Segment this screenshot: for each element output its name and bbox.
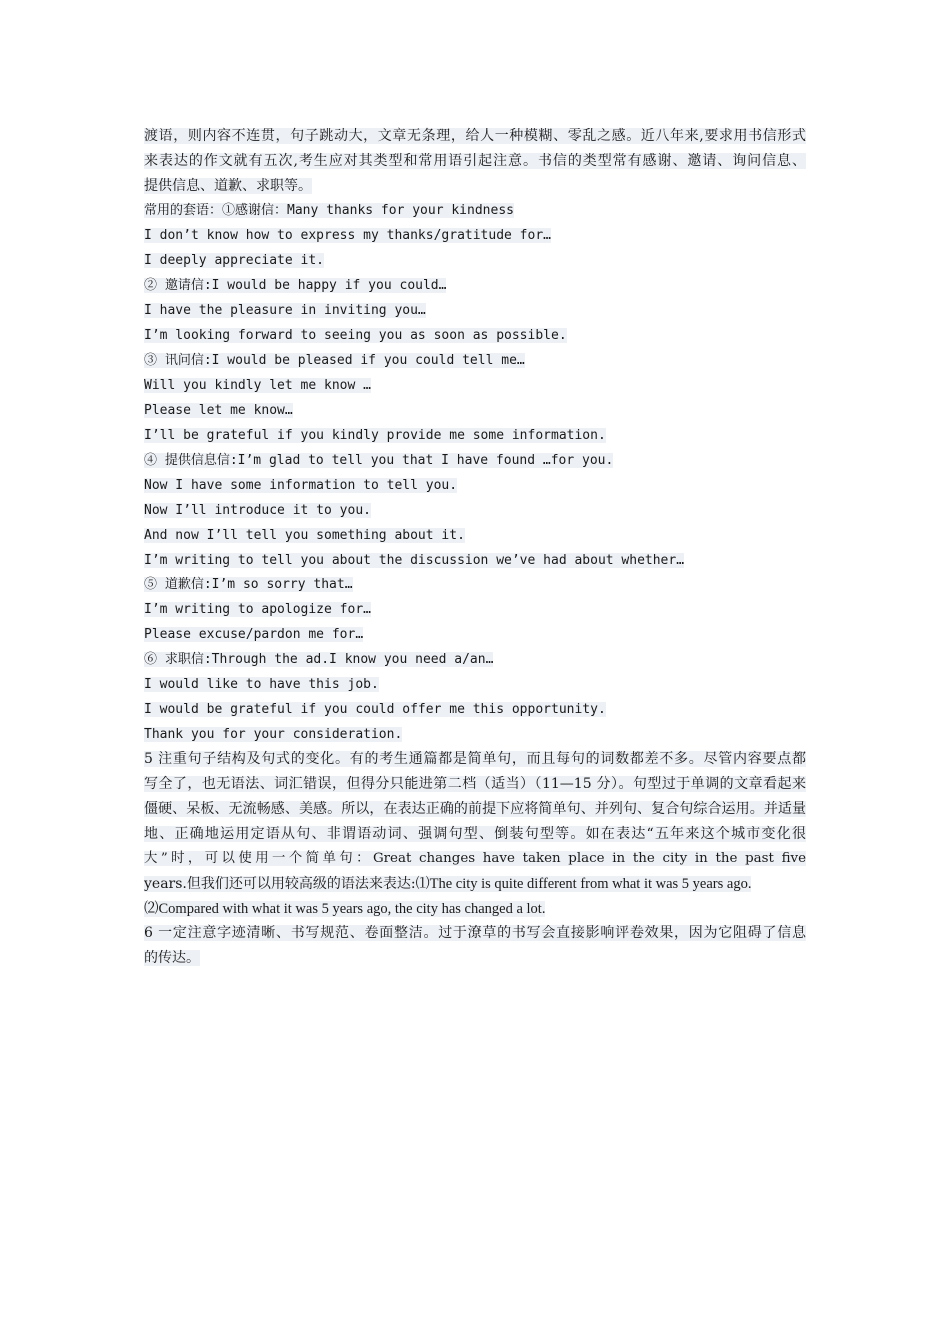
- phrase-heading: ⑤ 道歉信:I’m so sorry that…: [144, 577, 353, 592]
- paragraph-line: 地、正确地运用定语从句、非谓语动词、强调句型、倒装句型等。如在表达“五年来这个城市变化很: [144, 826, 806, 842]
- phrase-line: Now I have some information to tell you.: [144, 478, 458, 493]
- paragraph-line: 僵硬、呆板、无流畅感、美感。所以，在表达正确的前提下应将简单句、并列句、复合句综合运用。并适量: [144, 801, 806, 817]
- phrase-line: I’m writing to tell you about the discussion we’ve had about whether…: [144, 553, 685, 568]
- paragraph-line: 渡语，则内容不连贯，句子跳动大，文章无条理，给人一种模糊、零乱之感。近八年来,要求用书信形式: [144, 128, 806, 144]
- phrase-heading: 常用的套语：①感谢信：Many thanks for your kindness: [144, 203, 514, 218]
- phrase-line: Will you kindly let me know …: [144, 378, 371, 393]
- paragraph-line: 来表达的作文就有五次,考生应对其类型和常用语引起注意。书信的类型常有感谢、邀请、询问信息、: [144, 153, 806, 169]
- paragraph-line: years.但我们还可以用较高级的语法来表达:⑴The city is quite different from what it was 5 years ago.: [144, 876, 752, 892]
- phrase-heading: ② 邀请信:I would be happy if you could…: [144, 278, 447, 293]
- phrase-heading: ③ 讯问信:I would be pleased if you could tell me…: [144, 353, 525, 368]
- phrase-line: I don’t know how to express my thanks/gratitude for…: [144, 228, 551, 243]
- phrase-line: I deeply appreciate it.: [144, 253, 325, 268]
- phrase-line: I have the pleasure in inviting you…: [144, 303, 426, 318]
- phrase-line: I’m looking forward to seeing you as soon as possible.: [144, 328, 567, 343]
- paragraph-line: 6 一定注意字迹清晰、书写规范、卷面整洁。过于潦草的书写会直接影响评卷效果，因为它阻碍了信息: [144, 925, 806, 941]
- paragraph-line: 提供信息、道歉、求职等。: [144, 178, 312, 194]
- example-sentence-2: ⑵Compared with what it was 5 years ago, the city has changed a lot.: [144, 901, 546, 917]
- paragraph-line: 的传达。: [144, 950, 200, 966]
- phrase-line: Please excuse/pardon me for…: [144, 627, 364, 642]
- phrase-line: Now I’ll introduce it to you.: [144, 503, 371, 518]
- phrase-heading: ④ 提供信息信:I’m glad to tell you that I have found …for you.: [144, 453, 614, 468]
- phrase-heading: ⑥ 求职信:Through the ad.I know you need a/an…: [144, 652, 494, 667]
- paragraph-line: 5 注重句子结构及句式的变化。有的考生通篇都是简单句，而且每句的词数都差不多。尽管内容要点都: [144, 751, 806, 767]
- phrase-line: I’ll be grateful if you kindly provide me some information.: [144, 428, 606, 443]
- phrase-line: Thank you for your consideration.: [144, 727, 403, 742]
- paragraph-line: 大”时，可以使用一个简单句：Great changes have taken place in the city in the past five: [144, 851, 806, 866]
- paragraph-line: 写全了，也无语法、词汇错误，但得分只能进第二档（适当）（11—15 分）。句型过于单调的文章看起来: [144, 776, 806, 792]
- phrase-line: I would like to have this job.: [144, 677, 379, 692]
- phrase-line: And now I’ll tell you something about it.: [144, 528, 465, 543]
- example-sentence-1: The city is quite different from what it was 5 years ago.: [429, 876, 752, 892]
- phrase-line: I’m writing to apologize for…: [144, 602, 371, 617]
- phrase-line: Please let me know…: [144, 403, 293, 418]
- phrase-line: I would be grateful if you could offer me this opportunity.: [144, 702, 606, 717]
